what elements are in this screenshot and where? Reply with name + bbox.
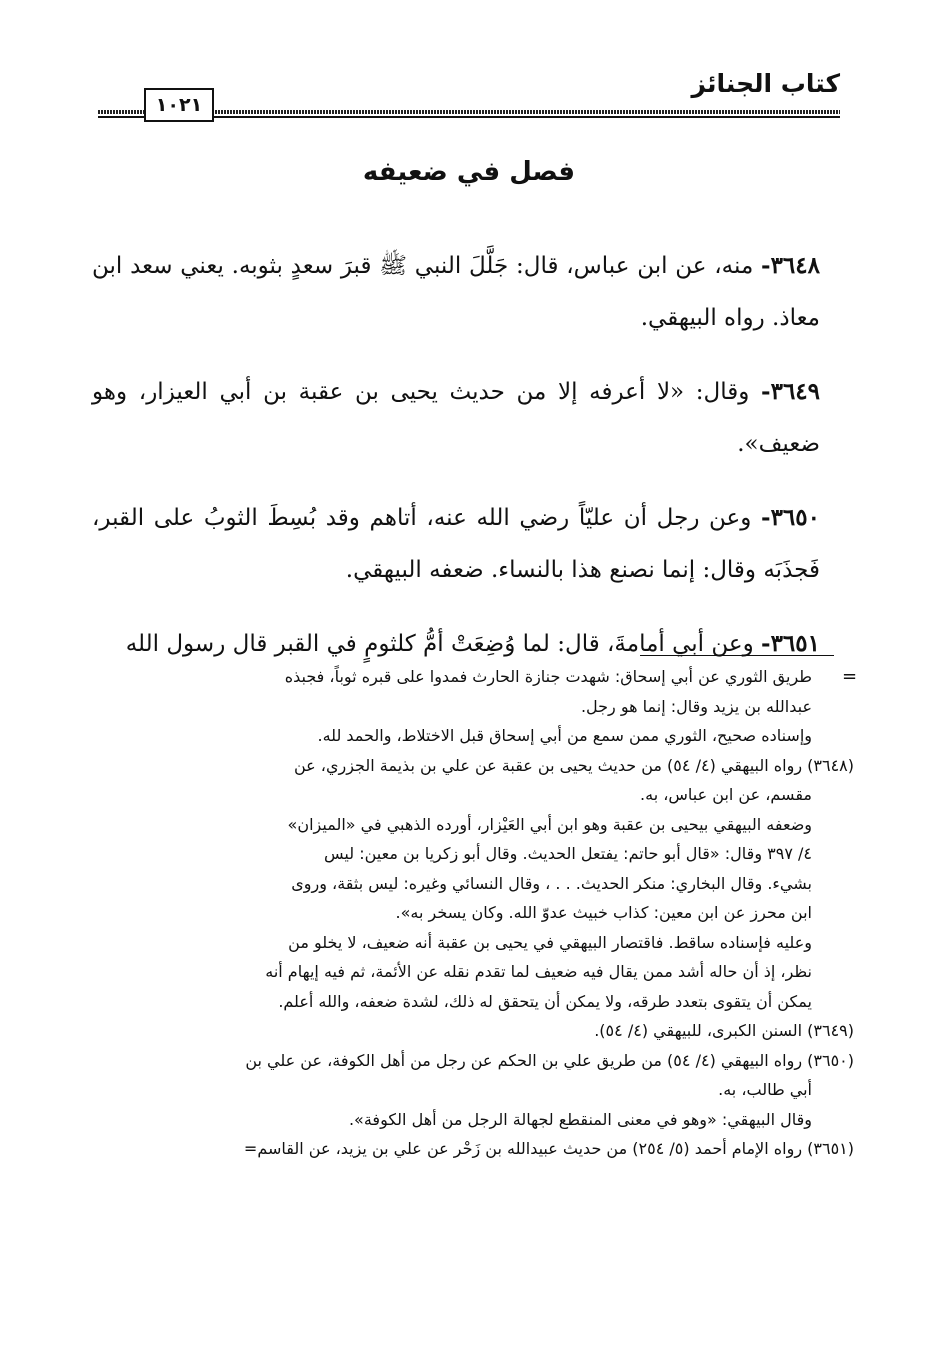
book-title: كتاب الجنائز [691, 69, 840, 98]
hadith-3650 [92, 492, 820, 596]
footnote-line: (٣٦٥٠) رواه البيهقي (٤/ ٥٤) من طريق علي بن الحكم عن رجل من أهل الكوفة، عن علي بن [245, 1050, 854, 1070]
footnote-line: يمكن أن يتقوى بتعدد طرقه، ولا يمكن أن يتحقق له ذلك، لشدة ضعفه، والله أعلم. [278, 991, 812, 1011]
hadith-text: منه، عن ابن عباس، قال: جَلَّلَ النبي ﷺ قبرَ سعدٍ بثوبه. يعني سعد ابن معاذ. رواه البيهقي. [92, 253, 820, 331]
page-number: ١٠٢١ [144, 88, 214, 122]
footnote-line: ابن محرز عن ابن معين: كذاب خبيث عدوّ الله. وكان يسخر به». [395, 903, 812, 922]
footnote-line: (٣٦٤٩) السنن الكبرى، للبيهقي (٤/ ٥٤). [594, 1021, 854, 1040]
footnote-separator [640, 655, 834, 656]
footnote-line: ٤/ ٣٩٧ وقال: «قال أبو حاتم: يفتعل الحديث. وقال أبو زكريا بن معين: ليس [324, 844, 812, 863]
hadith-number: ٣٦٤٩- [761, 378, 821, 405]
footnote-line: بشيء. وقال البخاري: منكر الحديث. . . ، وقال النسائي وغيره: ليس بثقة، وروى [291, 873, 812, 893]
footnote-line: طريق الثوري عن أبي إسحاق: شهدت جنازة الحارث فمدوا على قبره ثوباً، فجبذه [284, 667, 812, 686]
hadith-text: وقال: «لا أعرفه إلا من حديث يحيى بن عقبة بن أبي العيزار، وهو ضعيف». [92, 379, 820, 457]
hadith-number: ٣٦٥٠- [761, 504, 820, 531]
footnote-continuation-mark: = [842, 666, 858, 687]
footnote-line: وقال البيهقي: «وهو في معنى المنقطع لجهالة الرجل من أهل الكوفة». [348, 1109, 812, 1129]
footnote-line: (٣٦٥١) رواه الإمام أحمد (٥/ ٢٥٤) من حديث عبيدالله بن زَحْر عن علي بن يزيد، عن القاسم= [243, 1139, 854, 1158]
hadith-3649 [92, 366, 820, 470]
section-heading: فصل في ضعيفه [362, 157, 576, 187]
hadith-number: ٣٦٥١- [761, 630, 820, 657]
footnote-line: وإسناده صحيح، الثوري ممن سمع من أبي إسحاق قبل الاختلاط، والحمد لله. [317, 726, 812, 745]
footnotes [96, 662, 854, 1164]
hadith-text: وعن رجل أن عليّاً رضي الله عنه، أتاهم وقد بُسِطَ الثوبُ على القبر، فَجذَبَه وقال: إنما نصنع هذا بالنساء. ضعفه البيهقي. [92, 505, 820, 583]
footnote-line: (٣٦٤٨) رواه البيهقي (٤/ ٥٤) من حديث يحيى بن عقبة عن علي بن بذيمة الجزري، عن [293, 755, 854, 775]
footnote-line: وعليه فإسناده ساقط. فاقتصار البيهقي في يحيى بن عقبة أنه ضعيف، لا يخلو من [288, 932, 812, 952]
footnote-line: مقسم، عن ابن عباس، به. [640, 785, 812, 804]
footnote-line: نظر، إذ أن حاله أشد ممن يقال فيه ضعيف لما تقدم نقله عن الأئمة، ثم فيه إيهام أنه [265, 962, 812, 981]
footnote-line: أبي طالب، به. [718, 1080, 812, 1099]
footnote-line: عبدالله بن يزيد وقال: إنما هو رجل. [580, 696, 812, 716]
running-header [98, 66, 840, 124]
hadith-3648 [92, 240, 820, 344]
footnote-line: وضعفه البيهقي بيحيى بن عقبة وهو ابن أبي العَيْزار، أورده الذهبي في «الميزان» [287, 814, 812, 834]
hadith-text: وعن أبي أمامةَ، قال: لما وُضِعَتْ أمُّ كلثومٍ في القبر قال رسول الله [125, 631, 754, 657]
hadith-number: ٣٦٤٨- [761, 252, 820, 279]
main-text [92, 240, 820, 692]
